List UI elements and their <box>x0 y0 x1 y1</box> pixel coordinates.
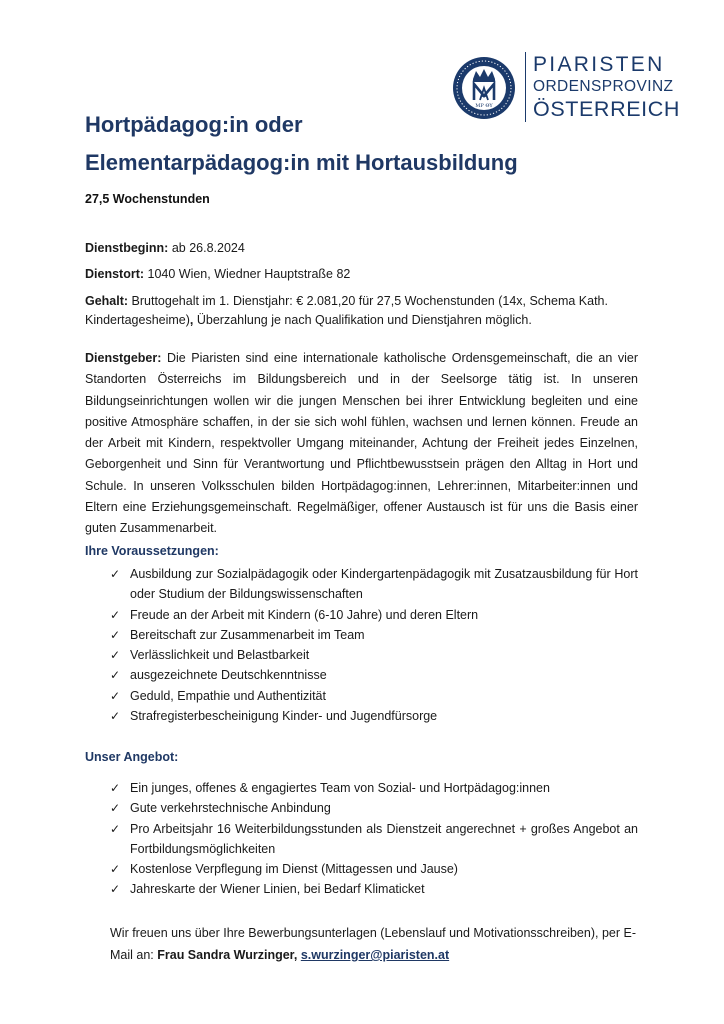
job-title-line-1: Hortpädagog:in oder <box>85 112 303 137</box>
list-item <box>110 686 638 706</box>
salary-label: Gehalt: <box>85 294 129 308</box>
list-item-text: Geduld, Empathie und Authentizität <box>130 688 326 703</box>
closing-paragraph <box>110 922 638 966</box>
checkmark-icon: ✓ <box>110 882 121 897</box>
list-item <box>110 819 638 860</box>
contact-name: Frau Sandra Wurzinger, <box>157 948 301 962</box>
start-date-line <box>85 238 638 259</box>
start-date-value: ab 26.8.2024 <box>168 241 245 255</box>
checkmark-icon: ✓ <box>110 567 121 581</box>
checkmark-icon: ✓ <box>110 607 121 622</box>
list-item <box>110 879 638 899</box>
employer-text: Die Piaristen sind eine internationale katholische Ordensgemeinschaft, die an vier Standorten Österreichs im Bildungsbereich und in der Seelsorge tätig ist. In unseren Bildungseinrichtungen wollen wir die jungen Menschen bei ihrer Entwicklung begleiten und eine positive Atmosphäre schaffen, in der sie sich wohl fühlen, wachsen und lernen können. Freude an der Arbeit mit Kindern, respektvoller Umgang miteinander, Achtung der Freiheit jedes Einzelnen, Geborgenheit und Sinn für Verantwortung und Pflichtbewusstsein prägen den Alltag in Hort und Schule. In unseren Volksschulen bilden Hortpädagog:innen, Lehrer:innen, Mitarbeiter:innen und Eltern eine Erziehungsgemeinschaft. Regelmäßiger, offener Austausch ist für uns die Basis einer guten Zusammenarbeit. <box>85 351 638 536</box>
checkmark-icon: ✓ <box>110 648 121 663</box>
list-item-text: Freude an der Arbeit mit Kindern (6-10 Jahre) und deren Eltern <box>130 607 479 622</box>
logo-text <box>533 54 680 121</box>
list-item <box>110 778 638 798</box>
employer-paragraph <box>85 348 638 540</box>
list-item-text: Strafregisterbescheinigung Kinder- und Jugendfürsorge <box>130 709 438 724</box>
start-date-label: Dienstbeginn: <box>85 241 169 255</box>
salary-note: Überzahlung je nach Qualifikation und Dienstjahren möglich. <box>193 313 532 327</box>
logo-divider <box>525 52 526 122</box>
list-item-text: Pro Arbeitsjahr 16 Weiterbildungsstunden als Dienstzeit angerechnet + großes Angebot an Fortbildungsmöglichkeiten <box>130 821 638 856</box>
checkmark-icon: ✓ <box>110 801 121 816</box>
list-item-text: Verlässlichkeit und Belastbarkeit <box>130 648 310 663</box>
list-item <box>110 665 638 685</box>
list-item-text: ausgezeichnete Deutschkenntnisse <box>130 668 327 683</box>
checkmark-icon: ✓ <box>110 862 121 877</box>
list-item <box>110 859 638 879</box>
checkmark-icon: ✓ <box>110 688 121 703</box>
closing-text: Wir freuen uns über Ihre Bewerbungsunterlagen (Lebenslauf und Motivationsschreiben), per E-Mail an: <box>110 926 636 962</box>
checkmark-icon: ✓ <box>110 668 121 683</box>
list-item <box>110 706 638 726</box>
checkmark-icon: ✓ <box>110 627 121 642</box>
job-title-line-2: Elementarpädagog:in mit Hortausbildung <box>85 150 518 175</box>
list-item-text: Ein junges, offenes & engagiertes Team von Sozial- und Hortpädagog:innen <box>130 781 550 795</box>
salary-comma: , <box>189 313 194 327</box>
list-item-text: Jahreskarte der Wiener Linien, bei Bedarf Klimaticket <box>130 882 425 897</box>
offer-heading: Unser Angebot: <box>85 750 179 764</box>
emblem-lettering: MP ΘY <box>475 103 493 109</box>
list-item-text: Bereitschaft zur Zusammenarbeit im Team <box>130 627 365 642</box>
checkmark-icon: ✓ <box>110 781 121 795</box>
logo-line-ordensprovinz: ORDENSPROVINZ <box>533 78 674 95</box>
list-item-text: Gute verkehrstechnische Anbindung <box>130 801 331 816</box>
list-item <box>110 605 638 625</box>
logo-line-piaristen: PIARISTEN <box>533 53 665 76</box>
list-item-text: Kostenlose Verpflegung im Dienst (Mittagessen und Jause) <box>130 862 458 877</box>
list-item <box>110 645 638 665</box>
location-line <box>85 264 638 285</box>
employer-label: Dienstgeber: <box>85 351 162 365</box>
list-item <box>110 625 638 645</box>
logo-line-oesterreich: ÖSTERREICH <box>533 97 680 121</box>
requirements-list <box>110 564 638 726</box>
list-item <box>110 564 638 605</box>
list-item <box>110 798 638 818</box>
requirements-heading: Ihre Voraussetzungen: <box>85 544 219 558</box>
piaristen-logo <box>452 50 680 124</box>
location-value: 1040 Wien, Wiedner Hauptstraße 82 <box>144 267 351 281</box>
checkmark-icon: ✓ <box>110 821 121 836</box>
list-item-text: Ausbildung zur Sozialpädagogik oder Kindergartenpädagogik mit Zusatzausbildung für Hort oder Studium der Bildungswissenschaften <box>130 567 638 602</box>
salary-paragraph <box>85 292 638 330</box>
salary-value: Bruttogehalt im 1. Dienstjahr: € 2.081,20 für 27,5 Wochenstunden (14x, Schema Kath. Kindertagesheime) <box>85 294 608 327</box>
contact-email-link[interactable]: s.wurzinger@piaristen.at <box>300 948 450 962</box>
location-label: Dienstort: <box>85 267 145 281</box>
piaristen-crown-monogram-icon <box>452 56 516 120</box>
weekly-hours: 27,5 Wochenstunden <box>85 192 210 206</box>
offer-list <box>110 778 638 900</box>
checkmark-icon: ✓ <box>110 709 121 724</box>
